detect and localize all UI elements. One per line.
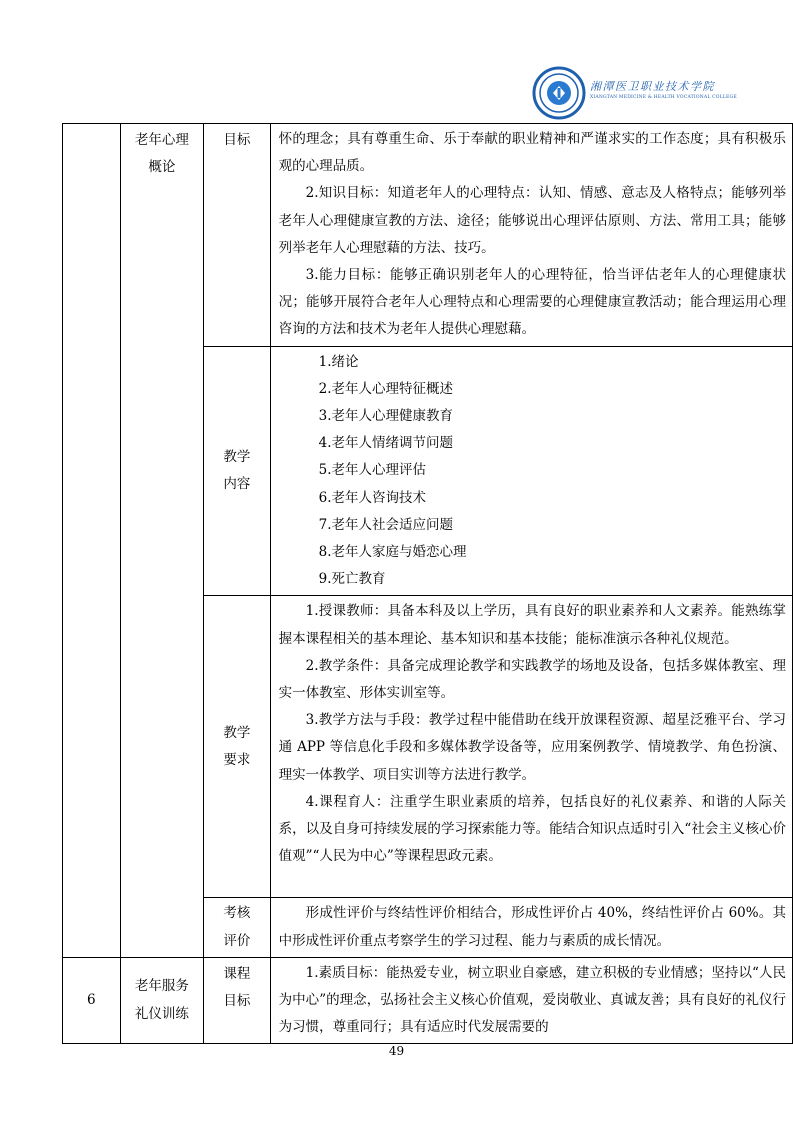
number-cell <box>63 124 121 958</box>
college-logo <box>532 66 772 120</box>
requirements-label: 教学 要求 <box>204 596 271 898</box>
table-row <box>63 957 793 1044</box>
list-item: 1.绪论 <box>318 353 359 370</box>
list-item: 2.老年人心理特征概述 <box>318 380 454 397</box>
list-item: 5.老年人心理评估 <box>318 462 427 479</box>
goal-text: 怀的理念；具有尊重生命、乐于奉献的职业精神和严谨求实的工作态度；具有积极乐观的心理品质。 2.知识目标：知道老年人的心理特点：认知、情感、意志及人格特点；能够列举老年人心理健康宣教的方法、途径；能够说出心理评估原则、方法、常用工具；能够列举老年人心理慰藉的方法、技巧。 3.能力目标：能够正确识别老年人的心理特征，恰当评估老年人的心理健康状况；能够开展符合老年人心理特点和心理需要的心理健康宣教活动；能合理运用心理咨询的方法和技术为老年人提供心理慰藉。 <box>270 124 792 347</box>
content-list <box>270 346 792 596</box>
content-label: 教学 内容 <box>204 346 271 596</box>
list-item: 7.老年人社会适应问题 <box>318 516 454 533</box>
table-row <box>63 124 793 347</box>
course-name-cell: 老年服务 礼仪训练 <box>120 957 203 1044</box>
course-goal-text: 1.素质目标：能热爱专业，树立职业自豪感，建立积极的专业情感；坚持以“人民为中心”的理念，弘扬社会主义核心价值观，爱岗敬业、真诚友善；具有良好的礼仪行为习惯，尊重同行；具有适应时代发展需要的 <box>270 957 792 1044</box>
list-item: 6.老年人咨询技术 <box>318 489 427 506</box>
course-name-cell: 老年心理 概论 <box>120 124 203 958</box>
requirements-text: 1.授课教师：具备本科及以上学历，具有良好的职业素养和人文素养。能熟练掌握本课程相关的基本理论、基本知识和基本技能；能标准演示各种礼仪规范。 2.教学条件：具备完成理论教学和实践教学的场地及设备，包括多媒体教室、理实一体教室、形体实训室等。 3.教学方法与手段：教学过程中能借助在线开放课程资源、超星泛雅平台、学习通 APP 等信息化手段和多媒体教学设备等，应用案例教学、情境教学、角色扮演、理实一体教学、项目实训等方法进行教学。 4.课程育人：注重学生职业素质的培养，包括良好的礼仪素养、和谐的人际关系，以及自身可持续发展的学习探索能力等。能结合知识点适时引入“社会主义核心价值观”“人民为中心”等课程思政元素。 <box>270 596 792 898</box>
page-number: 49 <box>388 1044 405 1058</box>
course-goal-label: 课程 目标 <box>204 957 271 1044</box>
school-name-en: XIANGTAN MEDICINE & HEALTH VOCATIONAL COLLEGE <box>590 95 737 100</box>
list-item: 4.老年人情绪调节问题 <box>318 435 454 452</box>
college-emblem-icon <box>532 66 586 120</box>
list-item: 3.老年人心理健康教育 <box>318 408 454 425</box>
school-name: 湘潭医卫职业技术学院 <box>590 80 715 93</box>
evaluation-text: 形成性评价与终结性评价相结合，形成性评价占 40%，终结性评价占 60%。其中形成性评价重点考察学生的学习过程、能力与素质的成长情况。 <box>270 898 792 957</box>
evaluation-label: 考核 评价 <box>204 898 271 957</box>
course-table <box>62 123 793 1044</box>
list-item: 8.老年人家庭与婚恋心理 <box>318 544 467 561</box>
course-number: 6 <box>63 957 121 1044</box>
goal-label: 目标 <box>204 124 271 347</box>
list-item: 9.死亡教育 <box>318 571 386 588</box>
